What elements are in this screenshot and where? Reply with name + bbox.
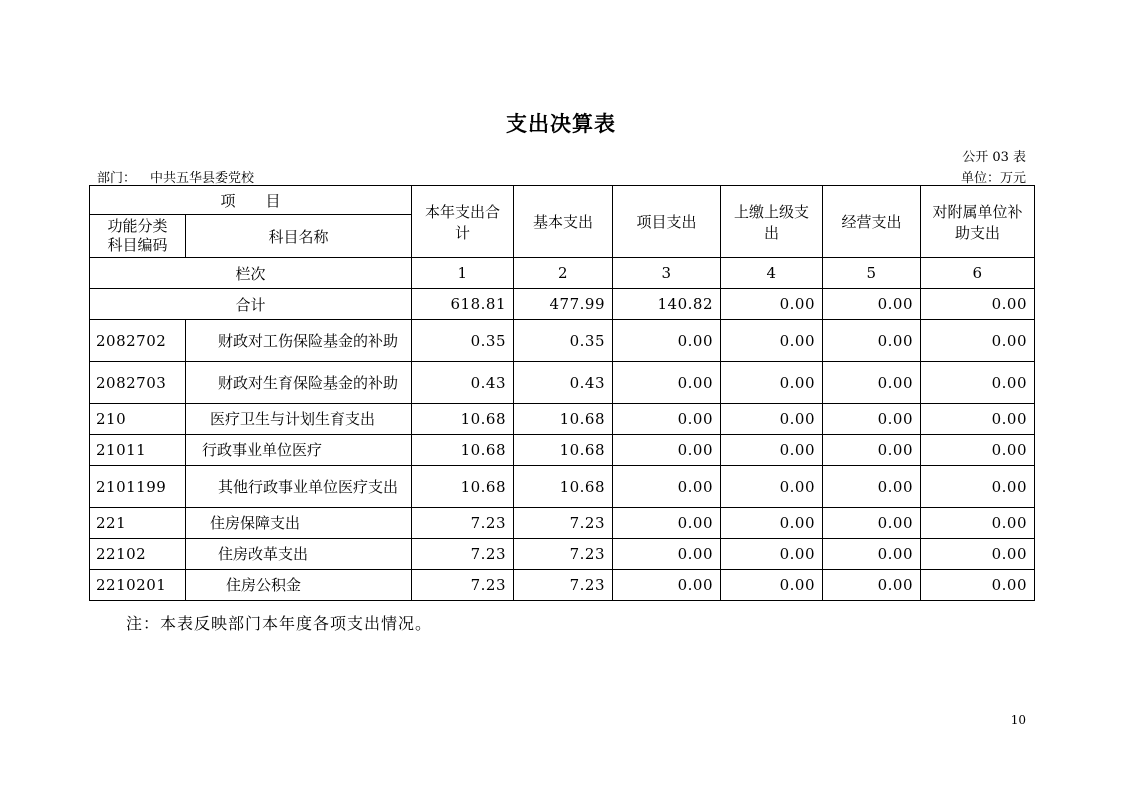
index-cell: 3: [613, 258, 721, 289]
index-label: 栏次: [90, 258, 412, 289]
table-row: [90, 508, 1035, 539]
total-row: [90, 289, 1035, 320]
amount-cell: 7.23: [514, 570, 613, 601]
table-row: [90, 362, 1035, 404]
amount-cell: 0.00: [613, 539, 721, 570]
expenditure-table: [89, 185, 1035, 601]
subject-name: 行政事业单位医疗: [186, 435, 412, 466]
index-cell: 2: [514, 258, 613, 289]
amount-cell: 7.23: [412, 539, 514, 570]
index-cell: 4: [721, 258, 823, 289]
subject-code: 21011: [90, 435, 186, 466]
table-row: [90, 539, 1035, 570]
amount-cell: 0.00: [921, 362, 1035, 404]
amount-cell: 0.00: [921, 320, 1035, 362]
amount-cell: 10.68: [412, 404, 514, 435]
amount-cell: 0.00: [823, 466, 921, 508]
amount-cell: 0.00: [921, 435, 1035, 466]
amount-cell: 10.68: [514, 435, 613, 466]
total-cell: 0.00: [921, 289, 1035, 320]
amount-cell: 0.00: [721, 466, 823, 508]
table-row: [90, 570, 1035, 601]
total-cell: 0.00: [721, 289, 823, 320]
amount-cell: 0.00: [721, 570, 823, 601]
amount-cell: 0.43: [514, 362, 613, 404]
amount-cell: 0.00: [921, 539, 1035, 570]
amount-cell: 10.68: [412, 466, 514, 508]
total-cell: 618.81: [412, 289, 514, 320]
amount-cell: 0.00: [613, 570, 721, 601]
amount-cell: 0.00: [613, 435, 721, 466]
index-row: [90, 258, 1035, 289]
amount-cell: 0.00: [823, 404, 921, 435]
total-label: 合计: [90, 289, 412, 320]
department-line: [97, 167, 254, 186]
header-col-3: 项目支出: [613, 186, 721, 258]
table-row: [90, 320, 1035, 362]
header-col-4: 上缴上级支出: [721, 186, 823, 258]
amount-cell: 0.00: [721, 320, 823, 362]
table-row: [90, 466, 1035, 508]
amount-cell: 0.00: [921, 508, 1035, 539]
subject-name: 住房公积金: [186, 570, 412, 601]
amount-cell: 0.00: [823, 508, 921, 539]
total-cell: 140.82: [613, 289, 721, 320]
amount-cell: 7.23: [412, 570, 514, 601]
amount-cell: 0.00: [823, 362, 921, 404]
index-cell: 6: [921, 258, 1035, 289]
table-row: [90, 404, 1035, 435]
form-number: 公开 03 表: [962, 150, 1026, 165]
amount-cell: 0.35: [514, 320, 613, 362]
department-label: 部门：: [97, 171, 137, 186]
subject-name: 其他行政事业单位医疗支出: [186, 466, 412, 508]
amount-cell: 0.00: [921, 466, 1035, 508]
subject-code: 2082703: [90, 362, 186, 404]
header-code: 功能分类 科目编码: [90, 215, 186, 258]
amount-cell: 10.68: [514, 404, 613, 435]
subject-code: 2101199: [90, 466, 186, 508]
department-name: 中共五华县委党校: [150, 171, 255, 186]
amount-cell: 0.00: [823, 539, 921, 570]
index-cell: 1: [412, 258, 514, 289]
amount-cell: 0.00: [613, 404, 721, 435]
amount-cell: 0.35: [412, 320, 514, 362]
header-item: 项 目: [90, 186, 412, 215]
page-title: 支出决算表: [506, 111, 616, 136]
amount-cell: 0.00: [613, 320, 721, 362]
amount-cell: 0.00: [721, 435, 823, 466]
amount-cell: 0.00: [823, 320, 921, 362]
subject-name: 住房改革支出: [186, 539, 412, 570]
subject-code: 22102: [90, 539, 186, 570]
table-row: [90, 435, 1035, 466]
header-col-2: 基本支出: [514, 186, 613, 258]
header-col-5: 经营支出: [823, 186, 921, 258]
amount-cell: 0.00: [921, 404, 1035, 435]
page-number: 10: [1010, 713, 1026, 727]
subject-code: 2210201: [90, 570, 186, 601]
amount-cell: 0.00: [721, 404, 823, 435]
amount-cell: 0.00: [721, 362, 823, 404]
amount-cell: 0.00: [823, 570, 921, 601]
unit-label: 单位：万元: [960, 171, 1026, 186]
subject-name: 医疗卫生与计划生育支出: [186, 404, 412, 435]
header-name: 科目名称: [186, 215, 412, 258]
amount-cell: 0.00: [823, 435, 921, 466]
amount-cell: 0.00: [721, 508, 823, 539]
header-col-6: 对附属单位补助支出: [921, 186, 1035, 258]
amount-cell: 10.68: [514, 466, 613, 508]
header-col-1: 本年支出合计: [412, 186, 514, 258]
amount-cell: 7.23: [514, 539, 613, 570]
amount-cell: 0.00: [921, 570, 1035, 601]
amount-cell: 7.23: [412, 508, 514, 539]
amount-cell: 0.00: [613, 466, 721, 508]
index-cell: 5: [823, 258, 921, 289]
amount-cell: 0.00: [613, 362, 721, 404]
amount-cell: 7.23: [514, 508, 613, 539]
subject-code: 2082702: [90, 320, 186, 362]
table-note: 注：本表反映部门本年度各项支出情况。: [126, 614, 433, 633]
subject-name: 财政对生育保险基金的补助: [186, 362, 412, 404]
subject-code: 210: [90, 404, 186, 435]
amount-cell: 0.00: [721, 539, 823, 570]
total-cell: 0.00: [823, 289, 921, 320]
subject-name: 财政对工伤保险基金的补助: [186, 320, 412, 362]
amount-cell: 0.00: [613, 508, 721, 539]
subject-code: 221: [90, 508, 186, 539]
amount-cell: 10.68: [412, 435, 514, 466]
amount-cell: 0.43: [412, 362, 514, 404]
total-cell: 477.99: [514, 289, 613, 320]
subject-name: 住房保障支出: [186, 508, 412, 539]
